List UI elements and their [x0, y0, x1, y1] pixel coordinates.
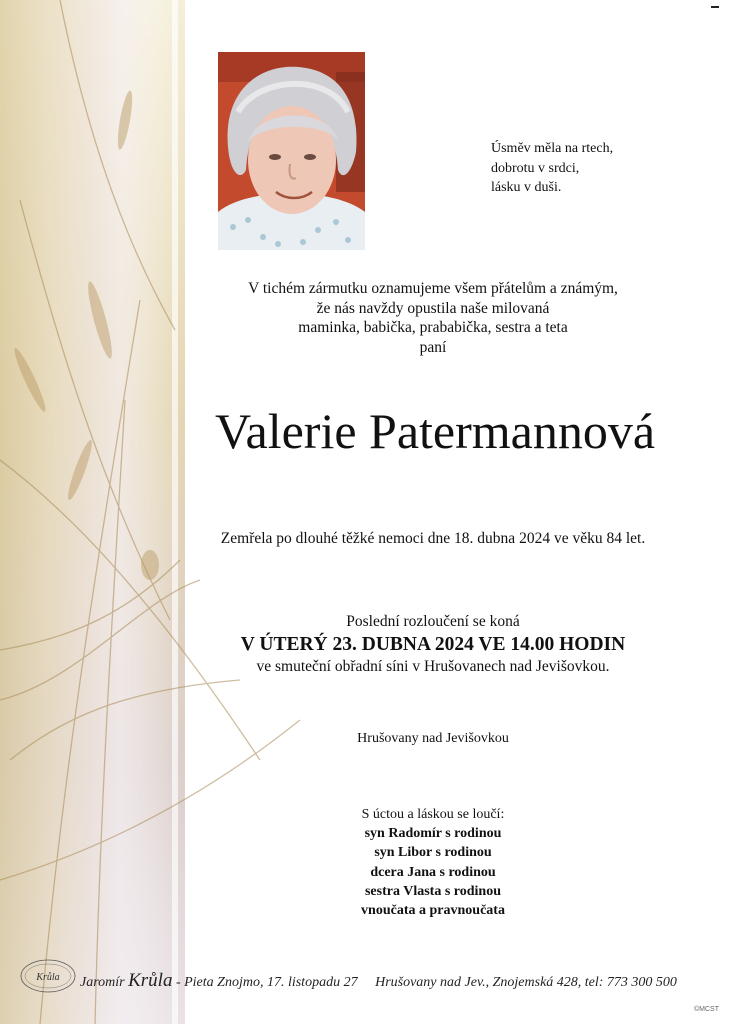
- death-notice: Zemřela po dlouhé těžké nemoci dne 18. dubna 2024 ve věku 84 let.: [220, 530, 646, 547]
- quote: [491, 139, 691, 198]
- footer-contact: [80, 970, 720, 992]
- quote-line: lásku v duši.: [491, 180, 562, 195]
- mourner-item: syn Libor s rodinou: [374, 845, 492, 861]
- mourner-item: vnoučata a pravnoučata: [361, 903, 505, 919]
- copyright-mark: ©MCST: [694, 1006, 719, 1013]
- funeral-datetime: V ÚTERÝ 23. DUBNA 2024 VE 14.00 HODIN: [240, 634, 626, 655]
- intro-line: V tichém zármutku oznamujeme všem přátelům a známým,: [248, 280, 618, 297]
- footer-brand: Krůla: [128, 970, 173, 991]
- funeral-location: ve smuteční obřadní síni v Hrušovanech nad Jevišovkou.: [256, 658, 610, 675]
- funeral-info: [170, 612, 696, 677]
- mourners-lead: S úctou a láskou se loučí:: [361, 807, 505, 822]
- mourner-item: sestra Vlasta s rodinou: [364, 883, 501, 899]
- intro-line: paní: [419, 338, 447, 356]
- announcement-intro: [200, 279, 666, 357]
- footer-address-1: - Pieta Znojmo, 17. listopadu 27: [175, 975, 358, 990]
- deceased-name: Valerie Patermannová: [214, 403, 656, 459]
- footer-first-name: Jaromír: [80, 975, 125, 990]
- farewell-intro: Poslední rozloučení se koná: [346, 613, 520, 630]
- footer-address-2: Hrušovany nad Jev., Znojemská 428, tel: 773 300 500: [375, 975, 677, 990]
- logo-text: Krůla: [36, 972, 60, 983]
- portrait-photo: [218, 52, 365, 250]
- quote-line: Úsměv měla na rtech,: [491, 141, 614, 156]
- intro-line: maminka, babička, prababička, sestra a teta: [298, 319, 568, 336]
- corner-mark: [711, 6, 719, 8]
- quote-line: dobrotu v srdci,: [491, 160, 580, 176]
- funeral-service-logo: [19, 958, 77, 994]
- place-name: Hrušovany nad Jevišovkou: [357, 731, 509, 746]
- mourner-item: dcera Jana s rodinou: [370, 864, 496, 880]
- mourner-item: syn Radomír s rodinou: [364, 826, 502, 842]
- mourners-list: [283, 805, 583, 920]
- intro-line: že nás navždy opustila naše milovaná: [316, 299, 550, 317]
